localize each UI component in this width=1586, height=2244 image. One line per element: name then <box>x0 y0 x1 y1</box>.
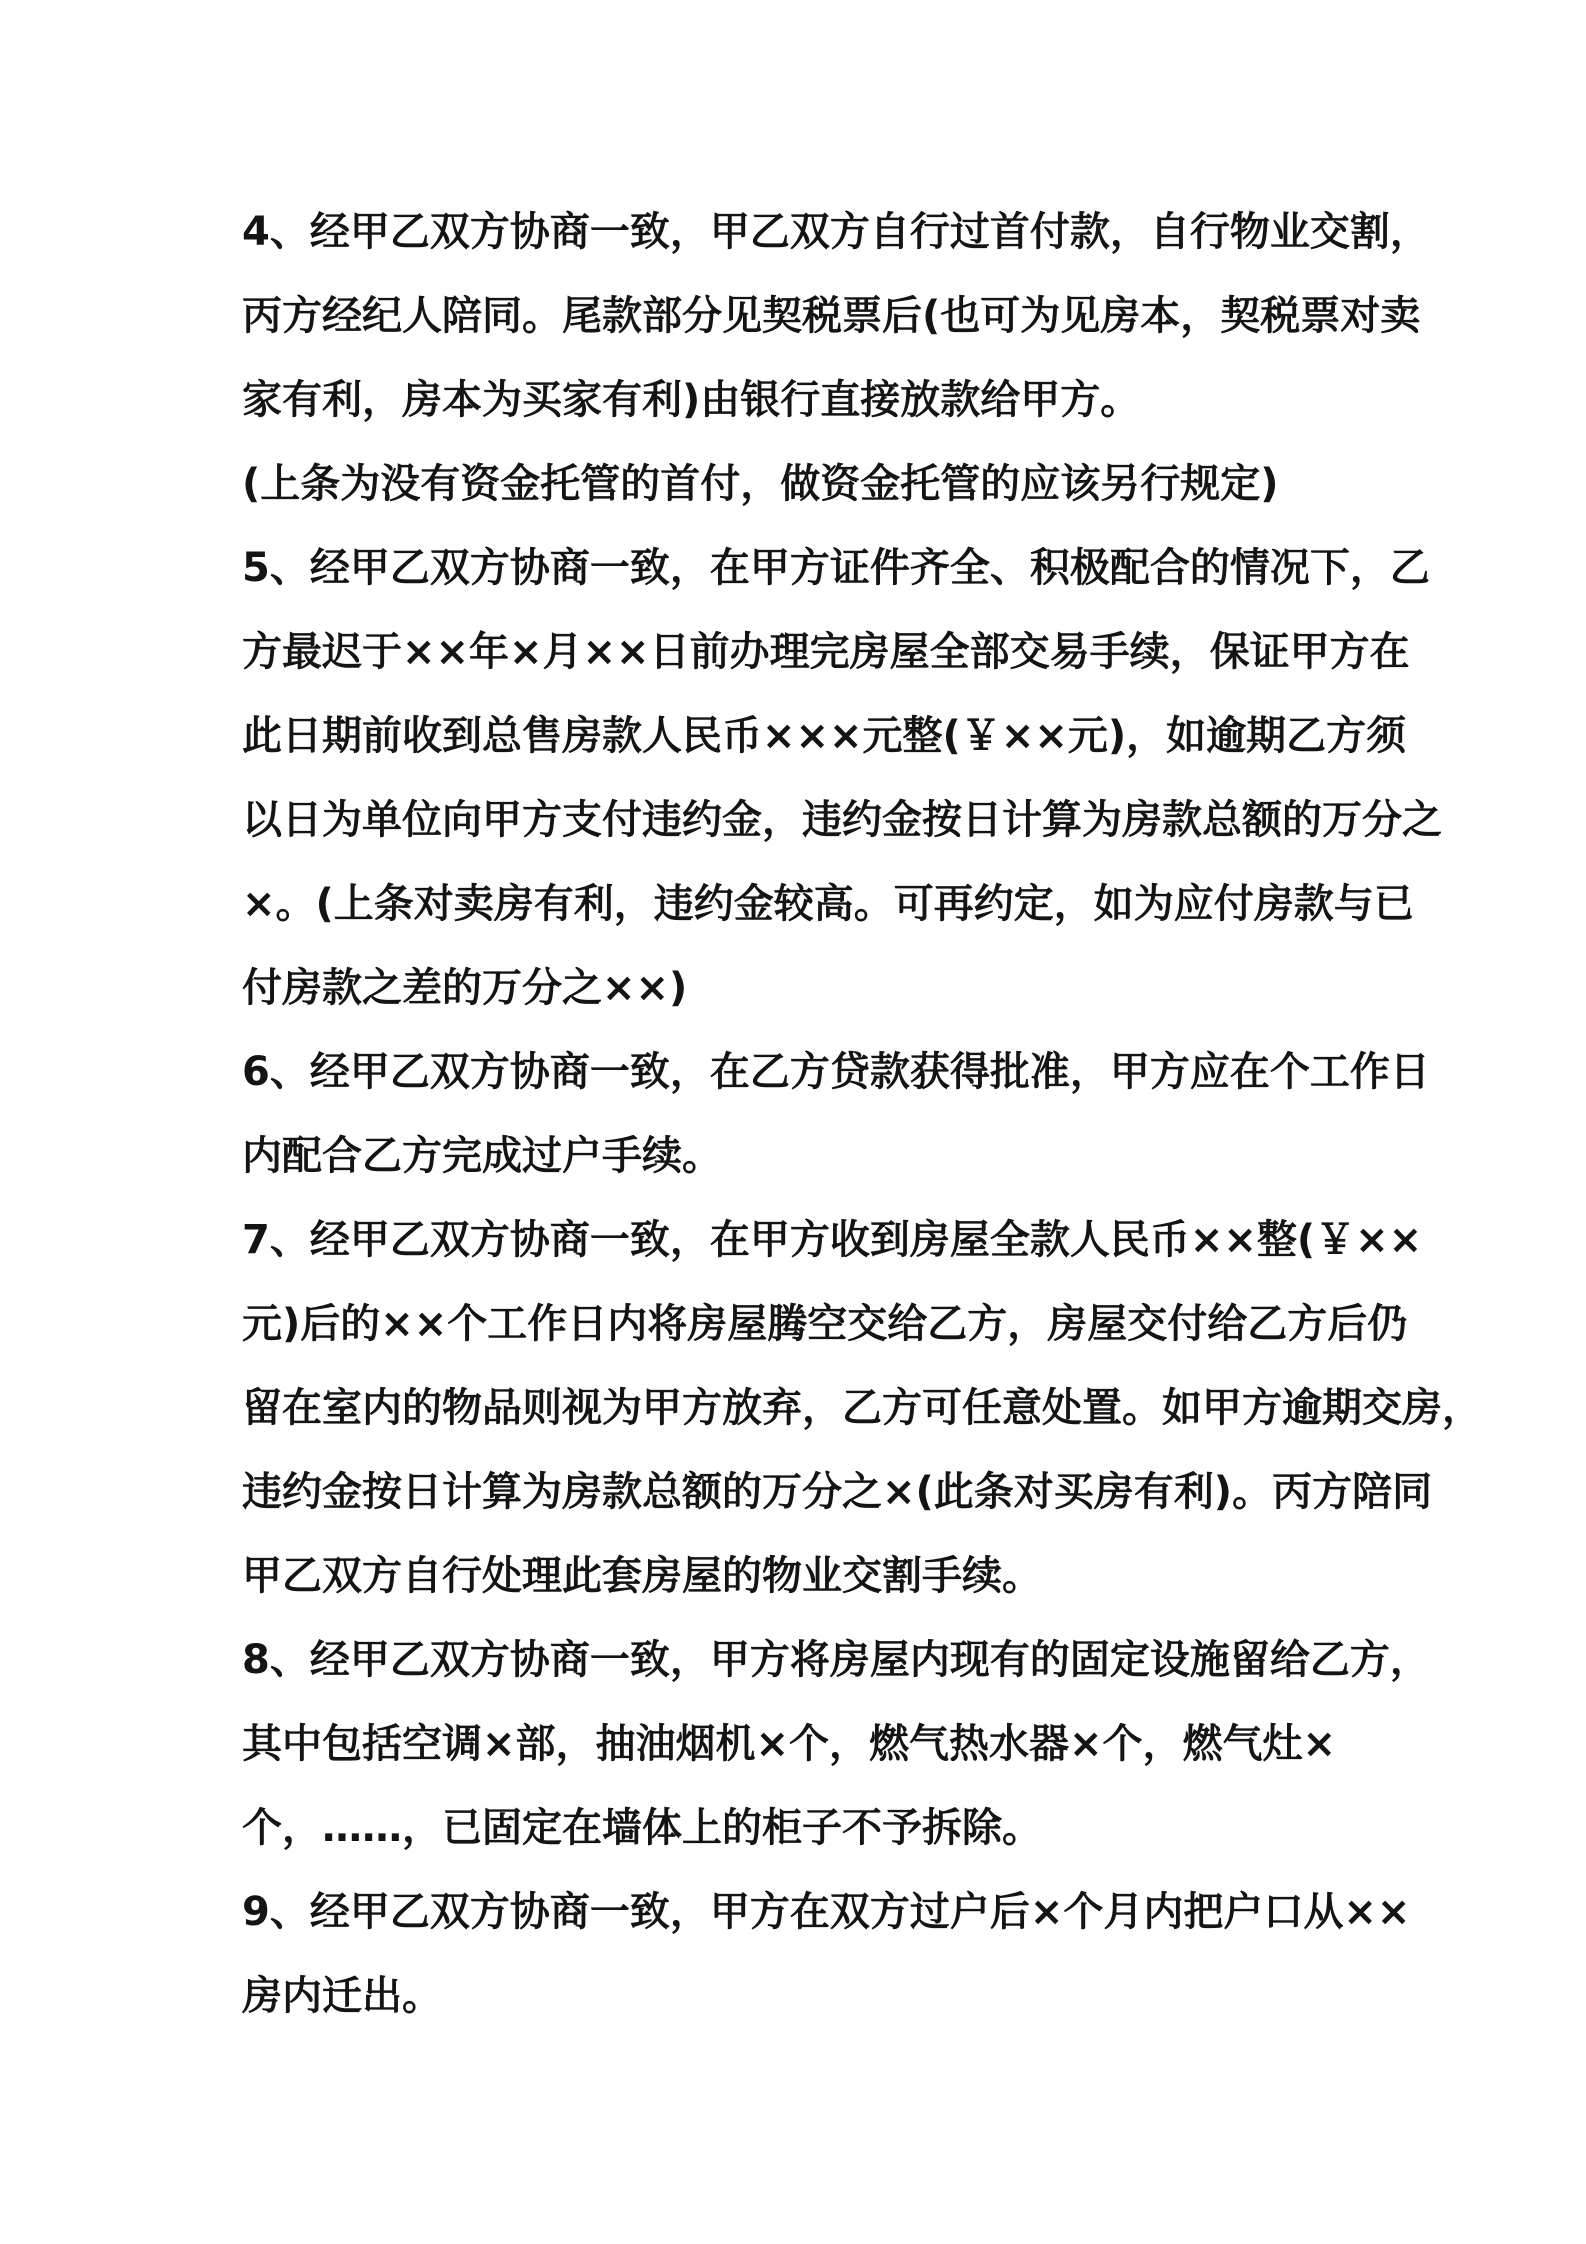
clause-7-line-2: 元)后的××个工作日内将房屋腾空交给乙方，房屋交付给乙方后仍 <box>242 1301 1408 1347</box>
clause-9-line-1: 9、经甲乙双方协商一致，甲方在双方过户后×个月内把户口从×× <box>242 1889 1411 1935</box>
clause-8-line-3: 个，……，已固定在墙体上的柜子不予拆除。 <box>242 1805 1042 1851</box>
clause-7-line-3: 留在室内的物品则视为甲方放弃，乙方可任意处置。如甲方逾期交房， <box>242 1385 1482 1431</box>
clause-7-line-5: 甲乙双方自行处理此套房屋的物业交割手续。 <box>242 1553 1042 1599</box>
clause-4-line-3: 家有利，房本为买家有利)由银行直接放款给甲方。 <box>242 377 1141 423</box>
clause-4-note: (上条为没有资金托管的首付，做资金托管的应该另行规定) <box>242 461 1279 507</box>
clause-5-line-5: ×。(上条对卖房有利，违约金较高。可再约定，如为应付房款与已 <box>242 881 1414 927</box>
clause-5-line-1: 5、经甲乙双方协商一致，在甲方证件齐全、积极配合的情况下，乙 <box>242 545 1430 591</box>
clause-7-line-1: 7、经甲乙双方协商一致，在甲方收到房屋全款人民币××整(￥×× <box>242 1217 1423 1263</box>
clause-8-line-1: 8、经甲乙双方协商一致，甲方将房屋内现有的固定设施留给乙方， <box>242 1637 1430 1683</box>
clause-5-line-2: 方最迟于××年×月××日前办理完房屋全部交易手续，保证甲方在 <box>242 629 1410 675</box>
clause-6-line-2: 内配合乙方完成过户手续。 <box>242 1133 722 1179</box>
contract-clauses <box>242 190 1482 2038</box>
clause-4-line-2: 丙方经纪人陪同。尾款部分见契税票后(也可为见房本，契税票对卖 <box>242 293 1421 339</box>
clause-9-line-2: 房内迁出。 <box>242 1973 442 2019</box>
clause-8-line-2: 其中包括空调×部，抽油烟机×个，燃气热水器×个，燃气灶× <box>242 1721 1337 1767</box>
clause-6-line-1: 6、经甲乙双方协商一致，在乙方贷款获得批准，甲方应在个工作日 <box>242 1049 1430 1095</box>
clause-4-line-1: 4、经甲乙双方协商一致，甲乙双方自行过首付款，自行物业交割， <box>242 209 1430 255</box>
clause-5-line-6: 付房款之差的万分之××) <box>242 965 688 1011</box>
clause-5-line-3: 此日期前收到总售房款人民币×××元整(￥××元)，如逾期乙方须 <box>242 713 1407 759</box>
clause-7-line-4: 违约金按日计算为房款总额的万分之×(此条对买房有利)。丙方陪同 <box>242 1469 1433 1515</box>
clause-5-line-4: 以日为单位向甲方支付违约金，违约金按日计算为房款总额的万分之 <box>242 797 1442 843</box>
